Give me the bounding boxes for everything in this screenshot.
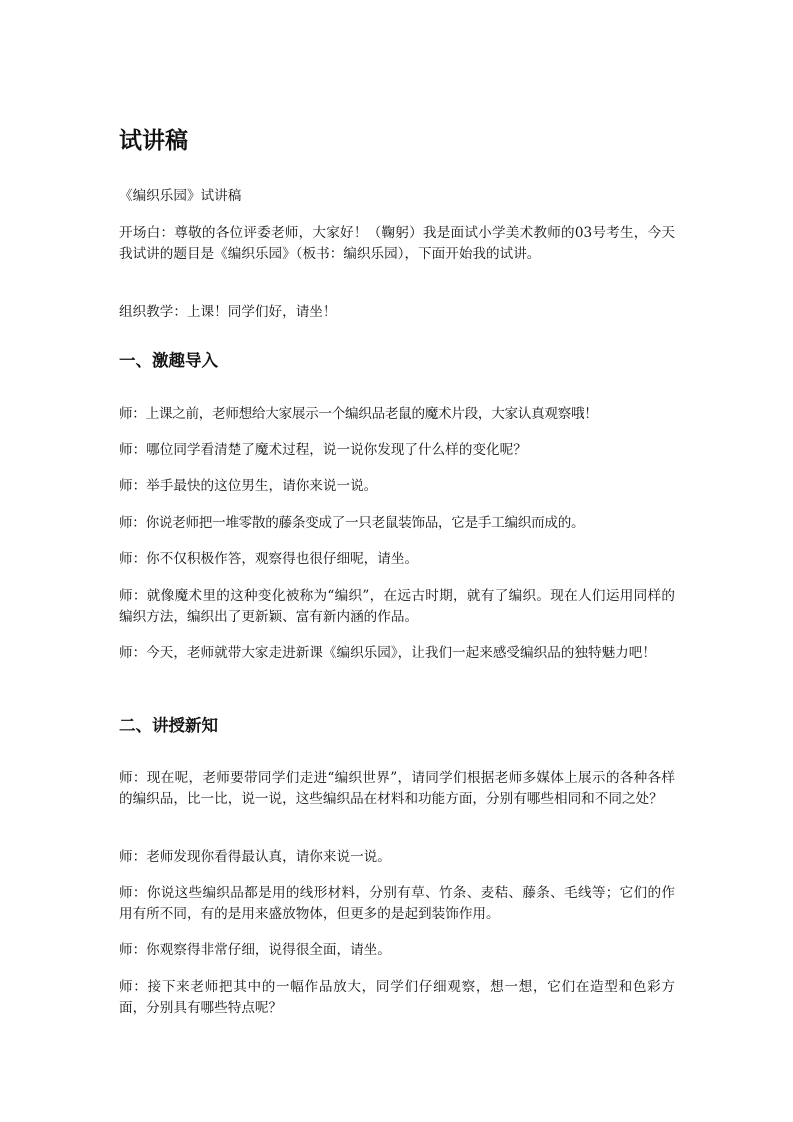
paragraph: 师：上课之前，老师想给大家展示一个编织品老鼠的魔术片段，大家认真观察哦！ [119,406,598,422]
organize-paragraph: 组织教学：上课！同学们好，请坐！ [119,304,337,320]
paragraph: 师：就像魔术里的这种变化被称为“编织”，在远古时期，就有了编织。现在人们运用同样的编织方法，编织出了更新颖、富有新内涵的作品。 [119,588,675,625]
opening-paragraph: 开场白：尊敬的各位评委老师，大家好！（鞠躬）我是面试小学美术教师的03号考生，今天我试讲的题目是《编织乐园》（板书：编织乐园），下面开始我的试讲。 [119,225,675,262]
paragraph: 师：举手最快的这位男生，请你来说一说。 [119,478,378,494]
paragraph: 师：你说这些编织品都是用的线形材料，分别有草、竹条、麦秸、藤条、毛线等；它们的作用有所不同，有的是用来盛放物体，但更多的是起到装饰作用。 [119,885,675,922]
paragraph: 师：你说老师把一堆零散的藤条变成了一只老鼠装饰品，它是手工编织而成的。 [119,515,585,531]
paragraph: 师：哪位同学看清楚了魔术过程，说一说你发现了什么样的变化呢？ [119,442,527,458]
paragraph: 师：你观察得非常仔细，说得很全面，请坐。 [119,942,391,958]
section-heading-new-knowledge: 二、讲授新知 [119,716,218,735]
document-title: 试讲稿 [119,128,188,154]
section-heading-intro: 一、激趣导入 [119,351,218,370]
paragraph: 师：现在呢，老师要带同学们走进“编织世界”，请同学们根据老师多媒体上展示的各种各样的编织品，比一比，说一说，这些编织品在材料和功能方面，分别有哪些相同和不同之处？ [119,770,675,807]
paragraph: 师：你不仅积极作答，观察得也很仔细呢，请坐。 [119,551,419,567]
paragraph: 师：接下来老师把其中的一幅作品放大，同学们仔细观察，想一想，它们在造型和色彩方面，分别具有哪些特点呢？ [119,979,675,1016]
document-subtitle: 《编织乐园》试讲稿 [119,188,242,204]
paragraph: 师：老师发现你看得最认真，请你来说一说。 [119,849,391,865]
paragraph: 师：今天，老师就带大家走进新课《编织乐园》，让我们一起来感受编织品的独特魅力吧！ [119,645,656,661]
